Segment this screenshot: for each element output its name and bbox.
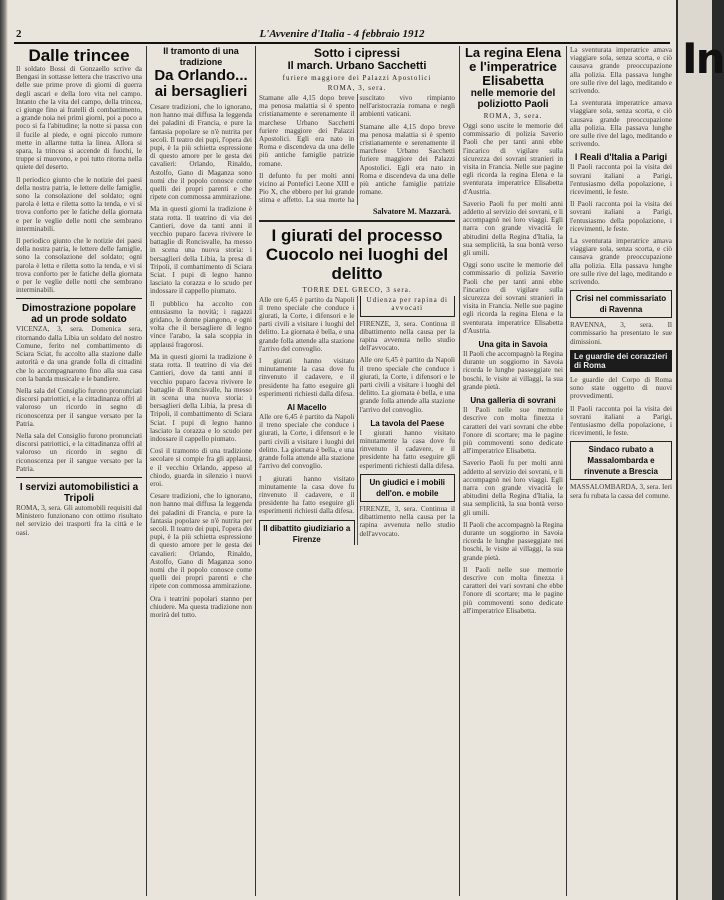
edge-headline: In <box>682 34 724 83</box>
article-subhead: Una gita in Savoia <box>478 340 548 350</box>
article-text: Il Paoli racconta poi la visita dei sovrani italiani a Parigi, l'entusiasmo della popolazione, i ricevimenti, le feste. <box>570 163 672 197</box>
box-title: Il dibattito giudiziario a Firenze <box>263 523 351 544</box>
article-text: Oggi sono uscite le memorie del commissario di polizia Saverio Paoli che per tanti anni ebbe l'incarico di vigilare sulla sicurezza dei sovrani stranieri in visita in Francia. Nelle sue pagine egli ricorda la regina Elena e la sventurata imperatrice Elisabetta d'Austria. <box>463 261 563 335</box>
article-text: La sventurata imperatrice amava viaggiare sola, senza scorta, e ciò causava grande preoccupazione alla polizia. Ella passava lunghe ore sulle rive del lago, meditando e scrivendo. <box>570 99 672 149</box>
article-text: Alle ore 6,45 è partito da Napoli il treno speciale che conduce i giurati, la Corte, i difensori e le parti civili a visitare i luoghi del delitto. La giornata è bella, e una grande folla attende alla stazione l'arrivo del convoglio. <box>259 295 355 353</box>
article-signature: Salvatore M. Mazzarà. <box>372 206 451 216</box>
boxed-headline <box>360 474 456 502</box>
article-subhead: nelle memorie del poliziotto Paoli <box>470 88 556 110</box>
divider <box>16 477 142 478</box>
masthead <box>14 28 670 44</box>
column-2 <box>150 46 252 898</box>
article-text: Ora i teatrini popolari stanno per chiudere. Ma questa tradizione non morirà del tutto. <box>150 594 252 619</box>
article-text: I giurati hanno visitato minutamente la casa dove fu rinvenuto il cadavere, e il presidente ha fatto eseguire gli esperimenti richiesti dalla difesa. <box>259 474 355 516</box>
article-dateline: TORRE DEL GRECO, 3 sera. <box>302 285 412 294</box>
article-text: Il Paoli che accompagnò la Regina durante un soggiorno in Savoia ricorda le lunghe passeggiate nei boschi, le visite ai villaggi, la sua grande pietà. <box>463 350 563 391</box>
article-subhead: I Reali d'Italia a Parigi <box>574 152 668 163</box>
article-subline: furiere maggiore dei Palazzi Apostolici <box>282 74 432 82</box>
column-rule <box>566 46 567 896</box>
article-headline: Dimostrazione popolare ad un prode soldato <box>22 303 136 326</box>
article-text: VICENZA, 3, sera. Domenica sera, ritornando dalla Libia un soldato del nostro Comune, ferito nel combattimento di Sciara Sciat, fu accolto alla stazione dalle autorità e da una grande folla di cittadini che lo accompagnarono fino alla sua casa con la banda musicale e le bandiere. <box>16 325 142 383</box>
article-text: Il Paoli nelle sue memorie descrive con molta finezza i caratteri dei vari sovrani che ebbe l'onore di scortare; ma le pagine più commoventi sono dedicate all'imperatrice Elisabetta. <box>463 565 563 615</box>
divider <box>16 298 142 299</box>
adjacent-page-edge <box>678 0 724 900</box>
article-text: Nella sala del Consiglio furono pronunciati discorsi patriottici, e la cittadinanza offrì al valoroso un ricordo in segno di riconoscenza per il sangue versato per la Patria. <box>16 386 142 428</box>
article-headline: Dalle trincee <box>28 46 130 65</box>
article-text: I giurati hanno visitato minutamente la casa dove fu rinvenuto il cadavere, e il presidente ha fatto eseguire gli esperimenti richiesti dalla difesa. <box>259 357 355 398</box>
page-binding <box>0 0 8 900</box>
article-text: FIRENZE, 3, sera. Continua il dibattimento nella causa per la rapina avvenuta nello studio dell'avvocato. <box>359 504 455 538</box>
article-text: Alle ore 6,45 è partito da Napoli il treno speciale che conduce i giurati, la Corte, i difensori e le parti civili a visitare i luoghi del delitto. La giornata è bella, e una grande folla attende alla stazione l'arrivo del convoglio. <box>259 413 355 471</box>
box-title: Un giudici e i mobili dell'on. e mobile <box>369 477 446 498</box>
article-text: Le guardie del Corpo di Roma sono state oggetto di nuovi provvedimenti. <box>570 375 672 401</box>
article-dateline: ROMA, 3, sera. <box>483 112 543 120</box>
article-text: Il Paoli che accompagnò la Regina durante un soggiorno in Savoia ricorda le lunghe passeggiate nei boschi, le visite ai villaggi, la sua grande pietà. <box>463 520 563 562</box>
article-text: FIRENZE, 3, sera. Continua il dibattimento nella causa per la rapina avvenuta nello studio dell'avvocato. <box>359 319 455 353</box>
article-text: Ma in questi giorni la tradizione è stata rotta. Il teatrino di via dei Cantieri, dove da tanti anni il vecchio puparo faceva rivivere le battaglie di Roncisvalle, ha messo in scena una nuova storia: i bersaglieri della Libia, la presa di Tripoli, il combattimento di Sciara Sciat. I pupi di legno hanno lasciato la corazza e lo scudo per indossare il cappello piumato. <box>150 352 252 443</box>
article-text: I giurati hanno visitato minutamente la casa dove fu rinvenuto il cadavere, e il presidente ha fatto eseguire gli esperimenti richiesti dalla difesa. <box>359 428 455 470</box>
article-text: Cesare tradizioni, che lo ignorano, non hanno mai diffusa la leggenda dei paladini di Francia, e pure la fantasia popolare se n'è nutrita per secoli. Il teatro dei pupi, l'opera dei pupi, è la più schietta espressione di questo amore per le gesta dei cavalieri: Orlando, Rinaldo, Astolfo, Gano di Maganza sono nomi che il popolo conosce come quelli dei propri parenti e che ripete con commossa ammirazione. <box>150 492 252 591</box>
article-text: Saverio Paoli fu per molti anni addetto al servizio dei sovrani, e li accompagnò nei loro viaggi. Egli narra con grande vivacità le abitudini della Regina d'Italia, la sua semplicità, la sua bontà verso gli umili. <box>463 459 563 517</box>
article-text: Così il tramonto di una tradizione secolare si compie fra gli applausi, e il vecchio Orlando, appeso al chiodo, guarda in silenzio i nuovi eroi. <box>150 447 252 488</box>
article-subhead: Una galleria di sovrani <box>470 396 556 406</box>
box-title: Crisi nel commissariato di Ravenna <box>575 294 667 315</box>
article-text: La sventurata imperatrice amava viaggiare sola, senza scorta, e ciò causava grande preoccupazione alla polizia. Ella passava lunghe ore sulle rive del lago, meditando e scrivendo. <box>570 237 672 287</box>
article-text: Saverio Paoli fu per molti anni addetto al servizio dei sovrani, e li accompagnò nei loro viaggi. Egli narra con grande vivacità le abitudini della Regina d'Italia, la sua semplicità, la sua bontà verso gli umili. <box>463 199 563 258</box>
article-text: MASSALOMBARDA, 3, sera. Ieri sera fu rubata la cassa del comune. <box>570 483 672 500</box>
article-text: Stamane alle 4,15 dopo breve ma penosa malattia si è spento cristianamente e serenamente il marchese Urbano Sacchetti furiere maggiore dei Palazzi Apostolici. Egli era nato in Roma e discendeva da una delle più antiche famiglie patrizie romane. <box>259 94 355 168</box>
article-kicker: Il tramonto di una tradizione <box>163 46 239 67</box>
divider <box>259 220 455 222</box>
article-text: Il Paoli racconta poi la visita dei sovrani italiani a Parigi, l'entusiasmo della popolazione, i ricevimenti, le feste. <box>570 404 672 438</box>
article-text: La sventurata imperatrice amava viaggiare sola, senza scorta, e ciò causava grande preoccupazione alla polizia. Ella passava lunghe ore sulle rive del lago, meditando e scrivendo. <box>570 46 672 96</box>
boxed-headline <box>570 290 672 318</box>
column-rule <box>146 46 147 896</box>
article-text: Ma in questi giorni la tradizione è stata rotta. Il teatrino di via dei Cantieri, dove da tanti anni il vecchio puparo faceva rivivere le battaglie di Roncisvalle, ha messo in scena una nuova storia: i bersaglieri della Libia, la presa di Tripoli, il combattimento di Sciara Sciat. I pupi di legno hanno lasciato la corazza e lo scudo per indossare il cappello piumato. <box>150 205 252 296</box>
article-text: Il Paoli nelle sue memorie descrive con molta finezza i caratteri dei vari sovrani che ebbe l'onore di scortare; ma le pagine più commoventi sono dedicate all'imperatrice Elisabetta. <box>463 406 563 456</box>
article-text: Il periodico giunto che le notizie dei paesi della nostra patria, le lettere delle famiglie, sono la consolazione del soldato; ogni parola è letta e riletta sotto la tenda, e vi si trova conforto per le fatiche della giornata e per le veglie delle notti che sembrano interminabili. <box>16 237 142 295</box>
column-rule <box>459 46 460 896</box>
masthead-title: L'Avvenire d'Italia - 4 febbraio 1912 <box>259 28 425 40</box>
column-4 <box>463 46 563 898</box>
column-5 <box>570 46 672 898</box>
column-3 <box>259 46 455 898</box>
article-text: Alle ore 6,45 è partito da Napoli il treno speciale che conduce i giurati, la Corte, i difensori e le parti civili a visitare i luoghi del delitto. La giornata è bella, e una grande folla attende alla stazione l'arrivo del convoglio. <box>359 356 455 414</box>
two-column-block <box>259 296 455 545</box>
page-number: 2 <box>16 28 22 40</box>
article-headline: Il march. Urbano Sacchetti <box>287 60 427 72</box>
article-text: Il pubblico ha accolto con entusiasmo la novità; i ragazzi gridano, le donne piangono, e ogni volta che il bersagliere di legno vince l'arabo, la sala scoppia in applausi fragorosi. <box>150 299 252 349</box>
article-text: Il soldato Bossi di Gonzaello scrive da Bengasi in sottasse lettera che trascrivo una delle sue prime prove di giorni di guerra degli ascari e della loro vita nel campo. Intanto che la vita del campo, della trincea, ci giunge fino ai fratelli di combattimento, a grande noia nei primi giorni, poi a poco a poco si fa l'abitudine; la notte si passa con il fucile al piede, e ogni piccolo rumore mette in allarme tutta la linea. Allora si spara, la trincea si accende di fuochi, le truppe si muovono, e poi tutto ritorna nella quiete del deserto. <box>16 65 142 172</box>
article-headline: I servizi automobilistici a Tripoli <box>19 481 139 504</box>
article-text: RAVENNA, 3, sera. Il commissario ha presentato le sue dimissioni. <box>570 321 672 346</box>
article-headline: La regina Elena e l'imperatrice Elisabetta <box>464 45 562 88</box>
article-dateline: ROMA, 3, sera. <box>327 84 387 92</box>
article-text: Stamane alle 4,15 dopo breve ma penosa malattia si è spento cristianamente e serenamente il marchese Urbano Sacchetti furiere maggiore dei Palazzi Apostolici. Egli era nato in Roma e discendeva da una delle più antiche famiglie patrizie romane. <box>359 122 455 197</box>
article-subhead: Al Macello <box>286 403 327 413</box>
boxed-headline <box>570 441 672 480</box>
article-headline: I giurati del processo Cuocolo nei luoghi del delitto <box>265 225 449 283</box>
article-subhead: La tavola del Paese <box>370 418 445 428</box>
article-text: ROMA, 3, sera. Gli automobili requisiti dal Ministero funzionano con ottimo risultato nel servizio dei trasporti fra la città e le oasi. <box>16 503 142 537</box>
article-text: Oggi sono uscite le memorie del commissario di polizia Saverio Paoli che per tanti anni ebbe l'incarico di vigilare sulla sicurezza dei sovrani stranieri in visita in Francia. Nelle sue pagine egli ricorda la regina Elena e la sventurata imperatrice Elisabetta d'Austria. <box>463 122 563 196</box>
article-subhead-dark: Le guardie dei corazzieri di Roma <box>570 350 672 372</box>
article-text: Il periodico giunto che le notizie dei paesi della nostra patria, le lettere delle famiglie, sono la consolazione del soldato; ogni parola è letta e riletta sotto la tenda, e vi si trova conforto per le fatiche della giornata e per le veglie delle notti che sembrano interminabili. <box>16 175 142 233</box>
article-text: Il Paoli racconta poi la visita dei sovrani italiani a Parigi, l'entusiasmo della popolazione, i ricevimenti, le feste. <box>570 200 672 233</box>
column-1 <box>16 46 142 898</box>
column-rule <box>255 46 256 896</box>
two-column-block <box>259 94 455 205</box>
article-text: Il defunto fu per molti anni vicino ai Pontefici Leone XIII e Pio X, che ebbero per lui grande stima e affetto. La sua morte ha suscitato vivo rimpianto nell'aristocrazia romana e negli ambienti vaticani. <box>259 94 455 205</box>
article-kicker: Sotto i cipressi <box>313 46 401 60</box>
article-headline: Da Orlando... ai bersaglieri <box>154 67 248 100</box>
article-text: Cesare tradizioni, che lo ignorano, non hanno mai diffusa la leggenda dei paladini di Francia, e pure la fantasia popolare se n'è nutrita per secoli. Il teatro dei pupi, l'opera dei pupi, è la più schietta espressione di questo amore per le gesta dei cavalieri: Orlando, Rinaldo, Astolfo, Gano di Maganza sono nomi che il popolo conosce come quelli dei propri parenti e che ripete con commossa ammirazione. <box>150 103 252 202</box>
article-text: Nella sala del Consiglio furono pronunciati discorsi patriottici, e la cittadinanza offrì al valoroso un ricordo in segno di riconoscenza per il sangue versato per la Patria. <box>16 431 142 473</box>
box-title: Sindaco rubato a Massalombarda e rinvenute a Brescia <box>584 445 658 477</box>
box-subtitle: Udienza per rapina di avvocati <box>366 295 448 312</box>
